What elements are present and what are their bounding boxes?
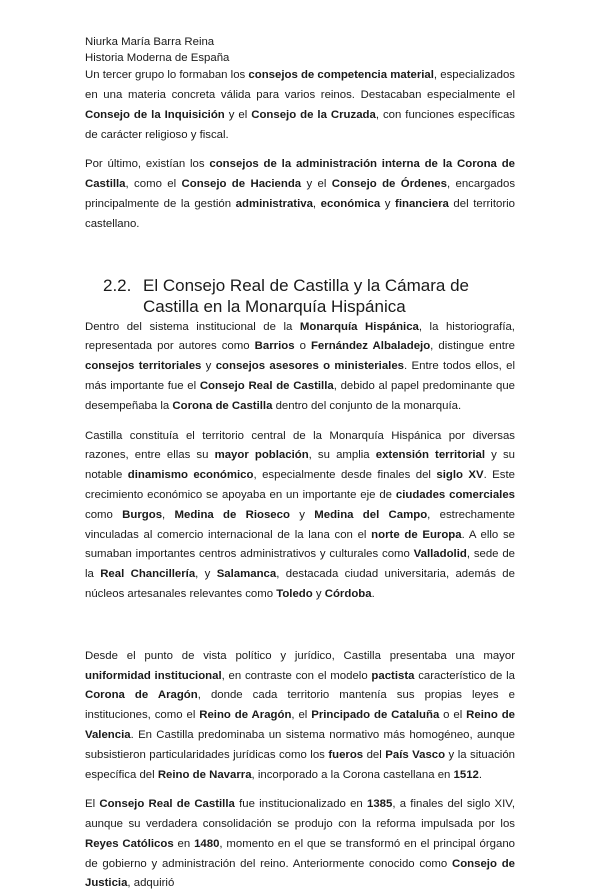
text-run: , estrechamente vinculadas al comercio internacional de la lana con el bbox=[85, 508, 515, 541]
bold-run: Reino de Valencia bbox=[85, 709, 515, 741]
section-heading bbox=[85, 275, 515, 317]
blank-space bbox=[85, 615, 515, 647]
text-run: . bbox=[478, 768, 483, 781]
text-run: característico de la bbox=[414, 669, 515, 682]
text-run: , bbox=[312, 197, 321, 210]
text-run: , especialmente desde finales del bbox=[253, 469, 437, 482]
bold-run: País Vasco bbox=[385, 748, 446, 761]
bold-run: Toledo bbox=[276, 587, 313, 600]
text-run: , como el bbox=[125, 178, 182, 191]
section-number: 2.2. bbox=[103, 275, 132, 295]
bold-run: Corona de Castilla bbox=[172, 399, 273, 412]
text-run: , el bbox=[291, 709, 312, 722]
text-run: , incorporado a la Corona castellana en bbox=[251, 768, 454, 781]
paragraph bbox=[85, 318, 515, 417]
bold-run: Consejo de Órdenes bbox=[331, 178, 447, 191]
text-run: , adquirió bbox=[127, 877, 175, 890]
bold-run: uniformidad institucional bbox=[85, 669, 222, 682]
bold-run: económica bbox=[320, 197, 381, 210]
text-run: . En Castilla predominaba un sistema normativo más homogéneo, aunque subsistieron particularidades jurídicas como los bbox=[85, 728, 515, 761]
text-run: del territorio castellano. bbox=[85, 197, 515, 230]
text-run: . Este crecimiento económico se apoyaba en un importante eje de bbox=[85, 469, 515, 501]
text-run: , con funciones específicas de carácter religioso y fiscal. bbox=[85, 108, 516, 141]
text-run: o bbox=[294, 340, 311, 353]
bold-run: Medina de Rioseco bbox=[174, 508, 290, 521]
bold-run: consejos territoriales bbox=[85, 360, 202, 373]
text-run: , en contraste con el modelo bbox=[221, 669, 372, 682]
bold-run: Medina del Campo bbox=[314, 508, 428, 521]
text-run: , su amplia bbox=[308, 449, 376, 462]
bold-run: extensión territorial bbox=[375, 449, 486, 462]
text-run: y bbox=[201, 360, 216, 373]
text-run: dentro del conjunto de la monarquía. bbox=[272, 399, 462, 412]
paragraph bbox=[85, 795, 515, 894]
paragraphs-intro bbox=[85, 66, 515, 234]
text-run: , encargados principalmente de la gestión bbox=[85, 178, 516, 210]
bold-run: Reino de Aragón bbox=[199, 709, 292, 722]
bold-run: siglo XV bbox=[436, 469, 484, 482]
text-run: , y bbox=[195, 568, 217, 581]
bold-run: fueros bbox=[328, 748, 364, 761]
text-run: , donde cada territorio mantenía sus propias leyes e instituciones, como el bbox=[85, 689, 515, 722]
bold-run: norte de Europa bbox=[371, 528, 462, 541]
text-run: , a finales del siglo XIV, aunque su verdadera consolidación se produjo con la reforma impulsada por los bbox=[85, 798, 515, 831]
bold-run: Barrios bbox=[254, 340, 295, 353]
text-run: , bbox=[162, 508, 175, 521]
text-run: y su notable bbox=[85, 449, 515, 482]
section-title: El Consejo Real de Castilla y la Cámara de Castilla en la Monarquía Hispánica bbox=[143, 275, 469, 316]
bold-run: Salamanca bbox=[216, 568, 277, 581]
text-run: , distingue entre bbox=[430, 340, 515, 353]
bold-run: Monarquía Hispánica bbox=[299, 320, 419, 333]
text-run: Dentro del sistema institucional de la bbox=[85, 320, 300, 333]
text-run: , debido al papel predominante que desempeñaba la bbox=[85, 379, 515, 412]
paragraph bbox=[85, 155, 515, 234]
bold-run: Córdoba bbox=[324, 587, 372, 600]
header-author: Niurka María Barra Reina bbox=[85, 36, 215, 48]
text-run: Un tercer grupo lo formaban los bbox=[85, 69, 249, 82]
text-run: o el bbox=[439, 709, 467, 722]
bold-run: Fernández Albaladejo bbox=[310, 340, 431, 353]
bold-run: Consejo Real de Castilla bbox=[99, 798, 235, 811]
text-run: y el bbox=[224, 108, 252, 121]
bold-run: 1512 bbox=[453, 768, 479, 781]
text-run: en bbox=[173, 837, 195, 850]
bold-run: consejos de competencia material bbox=[248, 69, 434, 82]
text-run: . bbox=[371, 587, 375, 600]
bold-run: Real Chancillería bbox=[100, 568, 196, 581]
text-run: , especializados en una materia concreta válida para varios reinos. Destacaban especialmente el bbox=[85, 69, 515, 101]
bold-run: mayor población bbox=[214, 449, 309, 462]
paragraph bbox=[85, 427, 515, 605]
bold-run: consejos de la administración interna de la Corona de Castilla bbox=[85, 158, 516, 191]
text-run: , momento en el que se transformó en el principal órgano de gobierno y administración del reino. Anteriormente conocido como bbox=[85, 837, 515, 870]
bold-run: Consejo de la Inquisición bbox=[85, 108, 225, 121]
bold-run: Consejo de la Cruzada bbox=[251, 108, 376, 121]
text-run: , la historiografía, representada por autores como bbox=[85, 320, 515, 353]
bold-run: Corona de Aragón bbox=[85, 689, 198, 702]
text-run: Castilla constituía el territorio central de la Monarquía Hispánica por diversas razones, entre ellas su bbox=[85, 429, 515, 462]
bold-run: pactista bbox=[371, 669, 415, 682]
paragraphs-section bbox=[85, 318, 515, 605]
text-run: y el bbox=[301, 178, 332, 191]
text-run: Desde el punto de vista político y jurídico, Castilla presentaba una mayor bbox=[85, 649, 515, 662]
bold-run: Consejo Real de Castilla bbox=[199, 379, 334, 392]
text-run: fue institucionalizado en bbox=[234, 798, 367, 811]
text-run: del bbox=[363, 748, 386, 761]
bold-run: 1385 bbox=[367, 798, 393, 811]
bold-run: financiera bbox=[395, 197, 449, 210]
bold-run: Reyes Católicos bbox=[85, 837, 174, 850]
paragraphs-later bbox=[85, 647, 515, 894]
text-run: como bbox=[85, 508, 123, 521]
text-run: , destacada ciudad universitaria, además de núcleos artesanales relevantes como bbox=[85, 568, 515, 600]
bold-run: dinamismo económico bbox=[127, 469, 254, 482]
bold-run: ciudades comerciales bbox=[395, 488, 515, 501]
bold-run: Consejo de Justicia bbox=[85, 857, 515, 890]
text-run: y bbox=[312, 587, 325, 600]
text-run: Por último, existían los bbox=[85, 158, 210, 171]
paragraph bbox=[85, 647, 515, 786]
text-run: y bbox=[289, 508, 315, 521]
header-course: Historia Moderna de España bbox=[85, 51, 230, 64]
text-run: , sede de la bbox=[85, 548, 515, 581]
bold-run: consejos asesores o ministeriales bbox=[215, 360, 405, 373]
text-run: y bbox=[380, 197, 396, 210]
bold-run: Principado de Cataluña bbox=[311, 709, 440, 722]
bold-run: Burgos bbox=[122, 508, 163, 521]
bold-run: Consejo de Hacienda bbox=[181, 178, 302, 191]
paragraph bbox=[85, 66, 515, 145]
bold-run: 1480 bbox=[194, 837, 220, 850]
bold-run: administrativa bbox=[235, 197, 313, 210]
text-run: . Entre todos ellos, el más importante fue el bbox=[85, 360, 515, 392]
bold-run: Valladolid bbox=[413, 548, 467, 561]
bold-run: Reino de Navarra bbox=[157, 768, 252, 781]
text-run: . A ello se sumaban importantes centros administrativos y culturales como bbox=[85, 528, 515, 561]
text-run: El bbox=[85, 798, 100, 811]
text-run: y la situación específica del bbox=[85, 748, 515, 781]
